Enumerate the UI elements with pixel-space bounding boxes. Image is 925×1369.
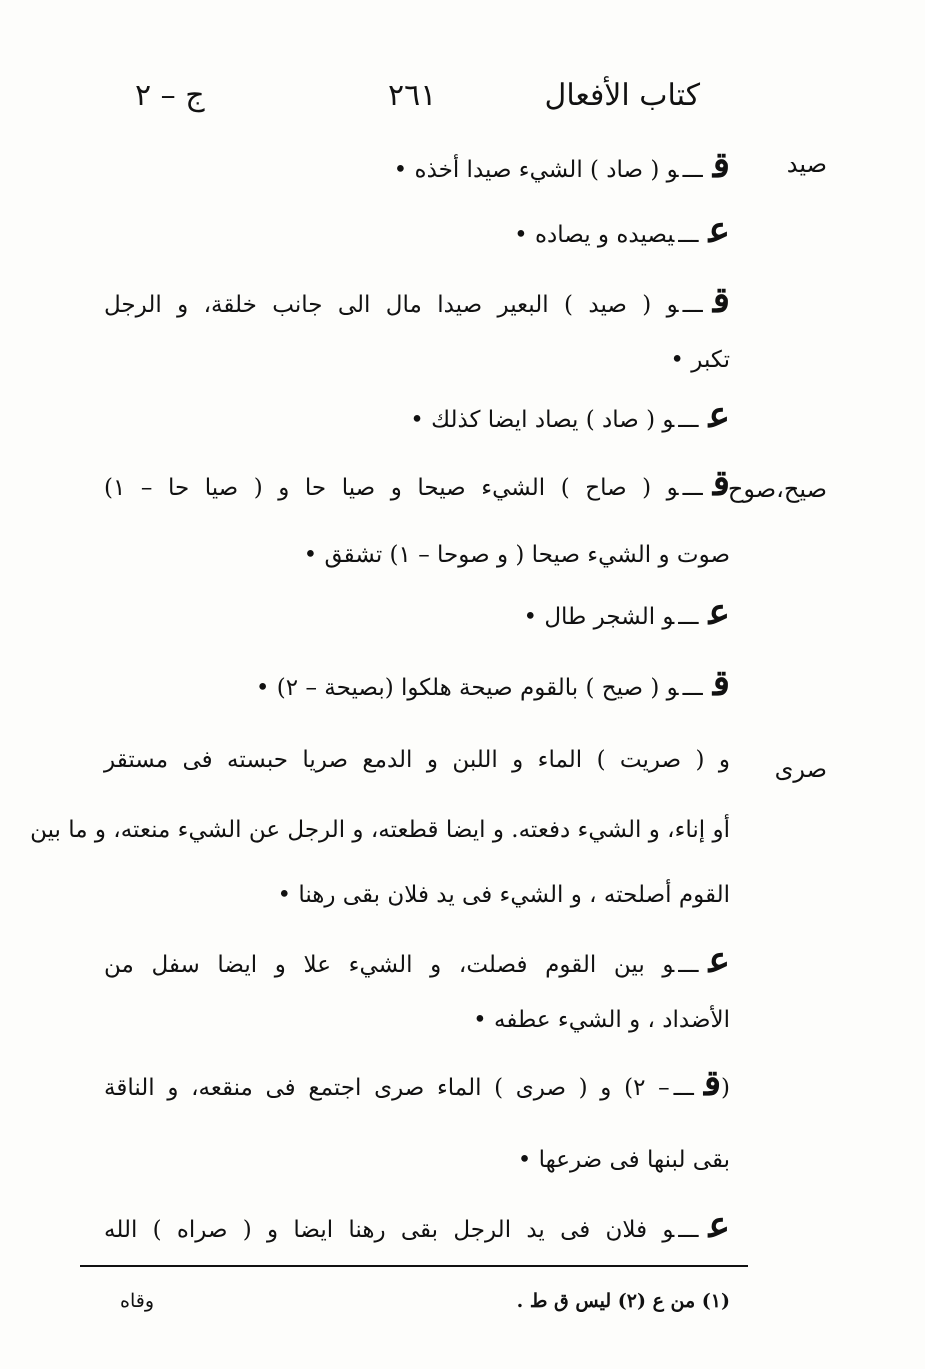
entry-line <box>104 745 730 775</box>
entry-line: قـــو ( صاد ) الشيء صيدا أخذه • <box>393 144 730 186</box>
line-text: يصيده و يصاده • <box>514 222 675 248</box>
catchword: وقاه <box>120 1290 155 1312</box>
entry-line: عـــو فلان فى يد الرجل بقى رهنا ايضا و ( صراه ) الله <box>104 1204 730 1246</box>
entry-line: (قـــ– ٢) و ( صرى ) الماء صرى اجتمع فى منقعه، و الناقة <box>104 1062 731 1104</box>
line-text: بقى لبنها فى ضرعها • <box>517 1147 730 1173</box>
entry-line: عـــو الشجر طال • <box>523 591 730 633</box>
source-letter: ع <box>708 591 730 633</box>
line-text: و بين القوم فصلت، و الشيء علا و ايضا سفل من <box>104 952 675 978</box>
margin-root-sayd: صيد <box>786 150 827 178</box>
line-text: و ( صاد ) الشيء صيدا أخذه • <box>393 157 679 183</box>
line-text: أو إناء، و الشيء دفعته. و ايضا قطعته، و الرجل عن الشيء منعته، و ما بين <box>30 817 730 843</box>
source-letter: ق <box>712 462 730 504</box>
entry-line <box>473 1005 730 1035</box>
source-letter: ع <box>708 1204 730 1246</box>
footnote-text: (١) من ع (٢) ليس ق ط . <box>516 1290 730 1312</box>
entry-line <box>670 345 730 375</box>
line-text: الأضداد ، و الشيء عطفه • <box>473 1007 730 1033</box>
line-text: و ( صرى ) الماء صرى اجتمع فى منقعه، و الناقة <box>104 1075 612 1101</box>
entry-line <box>518 1145 730 1175</box>
entry-line: عـــو بين القوم فصلت، و الشيء علا و ايضا سفل من <box>104 939 730 981</box>
entry-line: قـــو ( صيح ) بالقوم صيحة هلكوا (بصيحة – ٢) • <box>255 662 730 704</box>
line-close-paren: – ٢) <box>624 1075 670 1101</box>
line-open-paren: ( <box>721 1075 731 1101</box>
entry-line: عـــيصيده و يصاده • <box>514 209 730 251</box>
line-text: القوم أصلحته ، و الشيء فى يد فلان بقى رهنا • <box>277 882 730 908</box>
margin-root-sary: صرى <box>774 755 827 783</box>
footnote-rule <box>80 1265 748 1267</box>
entry-line: عـــو ( صاد ) يصاد ايضا كذلك • <box>410 394 730 436</box>
line-text: و ( صاح ) الشيء صيحا و صيا حا و ( صيا حا – ١) <box>104 475 679 501</box>
margin-root-sayh: صيح،صوح <box>727 475 827 503</box>
entry-line <box>304 540 730 570</box>
line-text: تكبر • <box>670 347 730 373</box>
source-letter: ق <box>712 279 730 321</box>
line-text: و فلان فى يد الرجل بقى رهنا ايضا و ( صراه ) الله <box>104 1217 675 1243</box>
entry-line <box>277 880 730 910</box>
line-text: و ( صاد ) يصاد ايضا كذلك • <box>410 407 675 433</box>
line-text: و ( صريت ) الماء و اللبن و الدمع صريا حبسته فى مستقر <box>104 747 730 773</box>
line-text: صوت و الشيء صيحا ( و صوحا – ١) تشقق • <box>303 542 730 568</box>
source-letter: ع <box>708 939 730 981</box>
line-text: و ( صيد ) البعير صيدا مال الى جانب خلقة، و الرجل <box>104 292 679 318</box>
line-text: و ( صيح ) بالقوم صيحة هلكوا (بصيحة – ٢) • <box>255 675 679 701</box>
book-title: كتاب الأفعال <box>544 78 700 113</box>
source-letter: ق <box>712 144 730 186</box>
entry-line: قـــو ( صيد ) البعير صيدا مال الى جانب خلقة، و الرجل <box>104 279 730 321</box>
page-number: ٢٦١ <box>388 78 437 113</box>
entry-line: قـــو ( صاح ) الشيء صيحا و صيا حا و ( صيا حا – ١) <box>104 462 730 504</box>
source-letter: ع <box>708 209 730 251</box>
source-letter: ع <box>708 394 730 436</box>
source-letter: ق <box>712 662 730 704</box>
volume-label: ج – ٢ <box>135 78 205 113</box>
entry-line <box>30 815 730 845</box>
line-text: و الشجر طال • <box>523 604 675 630</box>
source-letter: ق <box>703 1062 722 1104</box>
